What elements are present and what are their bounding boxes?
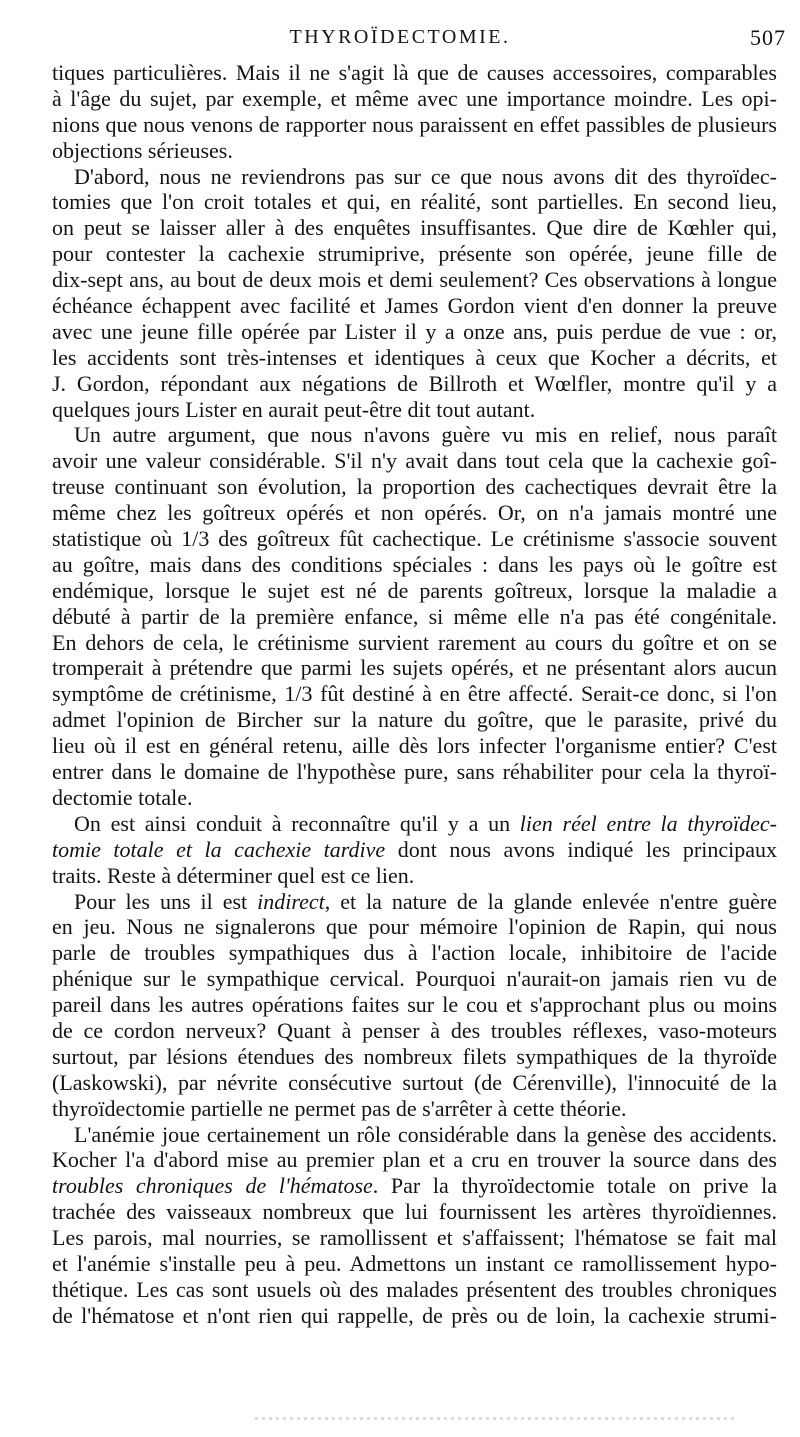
text-line: on peut se laisser aller à des enquêtes insuffisantes. Que dire de Kœhler qui, bbox=[52, 215, 777, 241]
page-number: 507 bbox=[750, 25, 786, 50]
text-line: thyroïdectomie partielle ne permet pas de s'arrêter à cette théorie. bbox=[52, 1095, 627, 1121]
text-line: avoir une valeur considérable. S'il n'y avait dans tout cela que la cachexie goî- bbox=[52, 448, 777, 474]
paragraph bbox=[52, 889, 777, 1122]
italic-run: indirect bbox=[257, 888, 325, 914]
text-line: parle de troubles sympathiques dus à l'action locale, inhibitoire de l'acide bbox=[52, 940, 777, 966]
text-line bbox=[52, 1173, 777, 1199]
text-line: à l'âge du sujet, par exemple, et même avec une importance moindre. Les opi- bbox=[52, 85, 777, 111]
text-line: L'anémie joue certainement un rôle considérable dans la genèse des accidents. bbox=[74, 1121, 777, 1147]
text-line: J. Gordon, répondant aux négations de Billroth et Wœlfler, montre qu'il y a bbox=[52, 370, 777, 396]
text-line: admet l'opinion de Bircher sur la nature du goître, que le parasite, privé du bbox=[52, 707, 777, 733]
text-line bbox=[52, 837, 777, 863]
text-line: tromperait à prétendre que parmi les sujets opérés, et ne présentant alors aucun bbox=[52, 655, 777, 681]
text-line: objections sérieuses. bbox=[52, 137, 233, 163]
paragraph bbox=[52, 164, 777, 423]
text-line: de ce cordon nerveux? Quant à penser à des troubles réflexes, vaso-moteurs bbox=[52, 1017, 777, 1043]
text-line: en jeu. Nous ne signalerons que pour mémoire l'opinion de Rapin, qui nous bbox=[52, 914, 777, 940]
text-line: et l'anémie s'installe peu à peu. Admettons un instant ce ramollissement hypo- bbox=[52, 1250, 777, 1276]
text-run: . Par la thyroïdectomie totale on prive la bbox=[372, 1173, 777, 1199]
text-line: surtout, par lésions étendues des nombreux filets sympathiques de la thyroïde bbox=[52, 1043, 777, 1069]
text-line: symptôme de crétinisme, 1/3 fût destiné à en être affecté. Serait-ce donc, si l'on bbox=[52, 681, 777, 707]
text-line: traits. Reste à déterminer quel est ce lien. bbox=[52, 862, 415, 888]
text-line: treuse continuant son évolution, la proportion des cachectiques devrait être la bbox=[52, 474, 777, 500]
body-text bbox=[52, 60, 777, 1329]
paragraph bbox=[52, 422, 777, 810]
text-line: En dehors de cela, le crétinisme survient rarement au cours du goître et on se bbox=[52, 629, 777, 655]
text-line: entrer dans le domaine de l'hypothèse pure, sans réhabiliter pour cela la thyroï- bbox=[52, 759, 777, 785]
text-line: trachée des vaisseaux nombreux que lui fournissent les artères thyroïdiennes. bbox=[52, 1199, 777, 1225]
text-line: avec une jeune fille opérée par Lister il y a onze ans, puis perdue de vue : or, bbox=[52, 318, 777, 344]
text-line: tomies que l'on croit totales et qui, en réalité, sont partielles. En second lieu, bbox=[52, 189, 777, 215]
text-line: tiques particulières. Mais il ne s'agit là que de causes accessoires, comparables bbox=[52, 60, 777, 85]
text-line: de l'hématose et n'ont rien qui rappelle, de près ou de loin, la cachexie strumi- bbox=[52, 1302, 777, 1328]
text-line: Kocher l'a d'abord mise au premier plan et a cru en trouver la source dans des bbox=[52, 1147, 777, 1173]
paragraph bbox=[52, 811, 777, 889]
text-line: pareil dans les autres opérations faites sur le cou et s'approchant plus ou moins bbox=[52, 992, 777, 1018]
text-line: les accidents sont très-intenses et identiques à ceux que Kocher a décrits, et bbox=[52, 344, 777, 370]
text-line: phénique sur le sympathique cervical. Pourquoi n'aurait-on jamais rien vu de bbox=[52, 966, 777, 992]
text-line: échéance échappent avec facilité et James Gordon vient d'en donner la preuve bbox=[52, 293, 777, 319]
text-line: quelques jours Lister en aurait peut-être dit tout autant. bbox=[52, 396, 536, 422]
text-run: On est ainsi conduit à reconnaître qu'il y a un bbox=[74, 810, 520, 836]
text-line: Les parois, mal nourries, se ramollissent et s'affaissent; l'hématose se fait mal bbox=[52, 1225, 777, 1251]
text-line: (Laskowski), par névrite consécutive surtout (de Cérenville), l'innocuité de la bbox=[52, 1069, 777, 1095]
text-run: dont nous avons indiqué les principaux bbox=[385, 836, 777, 862]
text-line bbox=[52, 811, 777, 837]
text-line: nions que nous venons de rapporter nous paraissent en effet passibles de plusieurs bbox=[52, 111, 777, 137]
italic-run: lien réel entre la thyroïdec- bbox=[519, 810, 777, 836]
text-run: , et la nature de la glande enlevée n'entre guère bbox=[324, 888, 777, 914]
text-run: Pour les uns il est bbox=[74, 888, 258, 914]
text-line: statistique où 1/3 des goîtreux fût cachectique. Le crétinisme s'associe souvent bbox=[52, 526, 777, 552]
paragraph bbox=[52, 1122, 777, 1329]
text-line: dectomie totale. bbox=[52, 784, 193, 810]
paragraph bbox=[52, 60, 777, 164]
text-line bbox=[52, 889, 777, 915]
running-title: THYROÏDECTOMIE. bbox=[289, 26, 511, 48]
text-line: dix-sept ans, au bout de deux mois et demi seulement? Ces observations à longue bbox=[52, 267, 777, 293]
text-line: au goître, mais dans des conditions spéciales : dans les pays où le goître est bbox=[52, 551, 777, 577]
italic-run: troubles chroniques de l'hématose bbox=[52, 1173, 373, 1199]
text-line: pour contester la cachexie strumiprive, présente son opérée, jeune fille de bbox=[52, 241, 777, 267]
text-line: débuté à partir de la première enfance, si même elle n'a pas été congénitale. bbox=[52, 603, 777, 629]
text-line: Un autre argument, que nous n'avons guère vu mis en relief, nous paraît bbox=[74, 422, 777, 448]
text-line: lieu où il est en général retenu, aille dès lors infecter l'organisme entier? C'est bbox=[52, 733, 777, 759]
text-line: thétique. Les cas sont usuels où des malades présentent des troubles chroniques bbox=[52, 1276, 777, 1302]
text-line: endémique, lorsque le sujet est né de parents goîtreux, lorsque la maladie a bbox=[52, 577, 777, 603]
bleed-through-strip bbox=[255, 1417, 735, 1420]
text-line: même chez les goîtreux opérés et non opérés. Or, on n'a jamais montré une bbox=[52, 500, 777, 526]
text-line: D'abord, nous ne reviendrons pas sur ce que nous avons dit des thyroïdec- bbox=[74, 163, 777, 189]
italic-run: tomie totale et la cachexie tardive bbox=[52, 836, 386, 862]
